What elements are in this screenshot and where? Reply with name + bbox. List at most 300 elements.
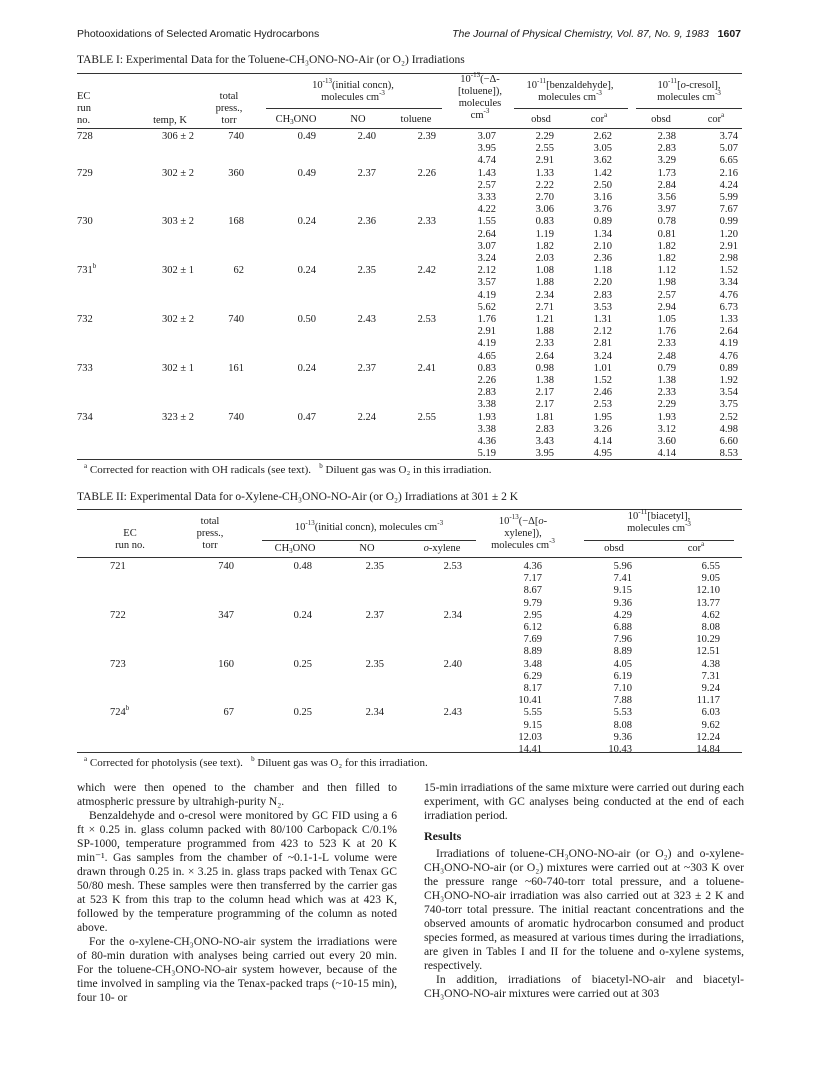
t2-head-no: NO bbox=[359, 543, 375, 554]
table-cell: 0.83 bbox=[535, 216, 554, 228]
table-cell: 2.64 bbox=[535, 350, 554, 362]
t2-head-obsd: obsd bbox=[604, 543, 624, 554]
t2-footnote-a: Corrected for photolysis (see text). bbox=[87, 757, 243, 769]
table-cell: 3.05 bbox=[593, 143, 612, 155]
t1-head-benz: $10^{-11}[benzaldehyde]$, molecules $cm^{-3}$ bbox=[526, 77, 614, 103]
page-number: 1607 bbox=[717, 28, 741, 40]
table-cell: 3.60 bbox=[657, 435, 676, 447]
t1-run-no: 728 bbox=[77, 131, 93, 142]
table-cell: 4.95 bbox=[593, 448, 612, 460]
table-cell: 2.52 bbox=[719, 411, 738, 423]
table-cell: 2.64 bbox=[719, 326, 738, 338]
table1-head-rule bbox=[77, 128, 742, 129]
table-cell: 3.06 bbox=[535, 204, 554, 216]
t2-oxylene: 2.34 bbox=[443, 609, 462, 621]
table-cell: 1.21 bbox=[535, 314, 554, 325]
table-cell: 3.76 bbox=[593, 204, 612, 216]
t1-bz-obsd bbox=[514, 131, 554, 168]
table-cell: 2.64 bbox=[477, 228, 496, 240]
table-cell: 3.56 bbox=[657, 191, 676, 203]
t1-cr-obsd bbox=[636, 363, 676, 412]
t1-head-press: total press., torr bbox=[215, 91, 243, 126]
t2-head-oxylene: o-xylene bbox=[423, 543, 461, 554]
t1-ch3ono: 0.24 bbox=[297, 265, 316, 277]
t2-cor bbox=[674, 610, 720, 659]
table-cell: 3.54 bbox=[719, 387, 738, 399]
table-cell: 8.17 bbox=[523, 682, 542, 694]
t1-sub-rule-1 bbox=[266, 108, 442, 109]
t2-no: 2.35 bbox=[365, 658, 384, 670]
t2-head-ch3ono: $CH_3ONO$ bbox=[274, 543, 316, 555]
table-cell: 3.34 bbox=[719, 277, 738, 289]
table-cell: 3.97 bbox=[657, 204, 676, 216]
table-cell: 4.36 bbox=[477, 435, 496, 447]
table-cell: 2.46 bbox=[593, 387, 612, 399]
table-cell: 12.10 bbox=[696, 585, 720, 597]
t1-sub-rule-3 bbox=[636, 108, 742, 109]
journal-citation bbox=[452, 28, 741, 40]
t1-cr-obsd bbox=[636, 265, 676, 314]
table-cell: 9.36 bbox=[613, 731, 632, 743]
paragraph: which were then opened to the chamber and then filled to atmospheric pressure by ultrahigh-purity N₂. bbox=[77, 781, 397, 808]
t1-temp: 302 ± 1 bbox=[161, 362, 194, 374]
t2-ch3ono: 0.25 bbox=[293, 658, 312, 670]
table-cell: 2.12 bbox=[477, 265, 496, 277]
table-cell: 2.33 bbox=[657, 338, 676, 350]
t1-run-no: 734 bbox=[77, 411, 93, 423]
table-cell: 0.98 bbox=[535, 362, 554, 374]
t1-toluene: 2.33 bbox=[417, 216, 436, 228]
table-cell: 2.55 bbox=[535, 143, 554, 155]
table-cell: 7.67 bbox=[719, 204, 738, 216]
table-cell: 2.20 bbox=[593, 277, 612, 289]
table-cell: 4.05 bbox=[613, 658, 632, 670]
t1-temp: 302 ± 2 bbox=[161, 167, 194, 179]
table-cell: 2.03 bbox=[535, 252, 554, 264]
table-cell: 1.33 bbox=[719, 314, 738, 325]
table1-footnote: $^a$ Corrected for reaction with OH radicals (see text). $^b$ Diluent gas was O₂ in this irradiation. bbox=[84, 462, 492, 476]
table-cell: 1.18 bbox=[593, 265, 612, 277]
table-cell: 1.73 bbox=[657, 167, 676, 179]
paragraph: Irradiations of toluene-CH₃ONO-NO-air (or O₂) and o-xylene-CH₃ONO-NO-air (or O₂) mixtures were carried out at ~303 K over the pressure range ~60-740-torr total pressure, and a toluene-CH₃ONO-NO-air irradiation was also carried out at 323 ± 2 K and 740-torr total pressure. The initial reactant concentrations and the observed amounts of aromatic hydrocarbon consumed and product species formed, as measured at various times during the irradiations, are given in Tables I and II for the toluene and o-xylene systems, respectively. bbox=[424, 847, 744, 972]
table-cell: 2.17 bbox=[535, 399, 554, 411]
table-cell: 9.05 bbox=[701, 573, 720, 585]
table-cell: 12.24 bbox=[696, 731, 720, 743]
table-cell: 5.62 bbox=[477, 301, 496, 313]
table-cell: 3.53 bbox=[593, 301, 612, 313]
table-cell: 0.89 bbox=[719, 362, 738, 374]
table-cell: 4.19 bbox=[477, 289, 496, 301]
table-cell: 3.48 bbox=[523, 658, 542, 670]
table-cell: 1.95 bbox=[593, 411, 612, 423]
table-cell: 3.26 bbox=[593, 423, 612, 435]
table-cell: 6.12 bbox=[523, 621, 542, 633]
t1-temp: 302 ± 2 bbox=[161, 314, 194, 325]
table-cell: 1.31 bbox=[593, 314, 612, 325]
table-cell: 2.36 bbox=[593, 252, 612, 264]
table-cell: 9.24 bbox=[701, 682, 720, 694]
table-cell: 4.76 bbox=[719, 289, 738, 301]
table-cell: 1.88 bbox=[535, 277, 554, 289]
table-cell: 7.17 bbox=[523, 573, 542, 585]
table-cell: 2.94 bbox=[657, 301, 676, 313]
table-cell: 1.20 bbox=[719, 228, 738, 240]
t1-footnote-a: Corrected for reaction with OH radicals (see text). bbox=[87, 464, 311, 476]
table-cell: 2.33 bbox=[535, 338, 554, 350]
table-cell: 2.48 bbox=[657, 350, 676, 362]
t2-run-no: 724$^b$ bbox=[110, 704, 130, 719]
t1-run-no: 729 bbox=[77, 167, 93, 179]
table-cell: 6.19 bbox=[613, 670, 632, 682]
body-left-column bbox=[77, 781, 397, 1005]
table-cell: 2.16 bbox=[719, 167, 738, 179]
t2-dxylene bbox=[494, 610, 542, 659]
table-cell: 1.82 bbox=[657, 252, 676, 264]
t1-head-cr-obsd: obsd bbox=[651, 114, 671, 125]
t1-head-bz-cor: cor$^a$ bbox=[590, 111, 608, 125]
t1-no: 2.35 bbox=[357, 265, 376, 277]
t1-dtoluene bbox=[448, 216, 496, 265]
t1-ch3ono: 0.47 bbox=[297, 411, 316, 423]
t2-head-dxylene: $10^{-13}(-\Delta[o-$ xylene]), molecules $cm^{-3}$ bbox=[491, 513, 555, 551]
table-cell: 8.08 bbox=[613, 719, 632, 731]
t2-obsd bbox=[592, 707, 632, 756]
table-cell: 4.24 bbox=[719, 179, 738, 191]
table-cell: 3.57 bbox=[477, 277, 496, 289]
table-cell: 3.24 bbox=[593, 350, 612, 362]
t1-dtoluene bbox=[448, 265, 496, 314]
table-cell: 10.41 bbox=[518, 695, 542, 707]
table-cell: 10.29 bbox=[696, 634, 720, 646]
table-cell: 1.92 bbox=[719, 374, 738, 386]
t1-ch3ono: 0.24 bbox=[297, 216, 316, 228]
t2-run-no: 721 bbox=[110, 561, 126, 572]
t1-ch3ono: 0.50 bbox=[297, 314, 316, 325]
table-cell: 6.55 bbox=[701, 561, 720, 572]
table-cell: 2.12 bbox=[593, 326, 612, 338]
t1-head-toluene: toluene bbox=[400, 114, 432, 125]
t1-dtoluene bbox=[448, 131, 496, 168]
t1-no: 2.37 bbox=[357, 362, 376, 374]
table-cell: 7.88 bbox=[613, 695, 632, 707]
t1-cr-obsd bbox=[636, 314, 676, 363]
t1-run-no: 730 bbox=[77, 216, 93, 228]
t2-press: 160 bbox=[218, 658, 234, 670]
t1-dtoluene bbox=[448, 363, 496, 412]
table-cell: 7.31 bbox=[701, 670, 720, 682]
table-cell: 2.84 bbox=[657, 179, 676, 191]
table-cell: 2.83 bbox=[535, 423, 554, 435]
table-cell: 6.65 bbox=[719, 155, 738, 167]
t1-head-ch3ono: $CH_3ONO$ bbox=[275, 114, 317, 126]
t2-dxylene bbox=[494, 561, 542, 610]
t1-ch3ono: 0.49 bbox=[297, 167, 316, 179]
t2-ch3ono: 0.24 bbox=[293, 609, 312, 621]
table-cell: 1.82 bbox=[657, 240, 676, 252]
t1-cr-cor bbox=[692, 168, 738, 217]
t2-sub-rule-1 bbox=[262, 540, 476, 541]
table-cell: 2.91 bbox=[477, 326, 496, 338]
t1-no: 2.37 bbox=[357, 167, 376, 179]
t1-run-no: 732 bbox=[77, 314, 93, 325]
t2-obsd bbox=[592, 561, 632, 610]
table-cell: 1.76 bbox=[477, 314, 496, 325]
table-cell: 5.19 bbox=[477, 448, 496, 460]
table-cell: 2.81 bbox=[593, 338, 612, 350]
table-cell: 3.16 bbox=[593, 191, 612, 203]
table-cell: 2.10 bbox=[593, 240, 612, 252]
t1-bz-cor bbox=[570, 314, 612, 363]
t2-ch3ono: 0.48 bbox=[293, 561, 312, 572]
table-cell: 8.89 bbox=[613, 646, 632, 658]
table2-footnote: $^a$ Corrected for photolysis (see text). $^b$ Diluent gas was O₂ for this irradiation. bbox=[84, 755, 428, 769]
table2-title: TABLE II: Experimental Data for o-Xylene-CH₃ONO-NO-Air (or O₂) Irradiations at 301 ± 2 K bbox=[77, 491, 519, 503]
table-cell: 6.03 bbox=[701, 707, 720, 719]
t2-no: 2.34 bbox=[365, 707, 384, 719]
t2-head-cor: cor$^a$ bbox=[687, 540, 705, 554]
t1-head-temp: temp, K bbox=[153, 115, 187, 126]
t1-press: 740 bbox=[228, 131, 244, 142]
t1-run-no: 733 bbox=[77, 362, 93, 374]
t1-cr-obsd bbox=[636, 168, 676, 217]
table-cell: 0.79 bbox=[657, 362, 676, 374]
paragraph: Benzaldehyde and o-cresol were monitored by GC FID using a 6 ft × 0.25 in. glass column packed with 80/100 Carbopack C/0.1% SP-1000, temperature programmed from 423 to 523 K at 20 K min⁻¹. Gas samples from the chamber of ~0.1-1-L volume were drawn through 0.25 in. × 3.25 in. glass traps packed with Tenax GC 50/80 mesh. These samples were then transferred by the carrier gas at 523 K from this trap to the column head which was at 423 K, followed by the temperature programming of the column as noted above. bbox=[77, 809, 397, 934]
t2-press: 347 bbox=[218, 609, 234, 621]
table2-head-rule bbox=[77, 557, 742, 558]
t1-cr-cor bbox=[692, 363, 738, 412]
t1-head-bz-obsd: obsd bbox=[531, 114, 551, 125]
t1-temp: 303 ± 2 bbox=[161, 216, 194, 228]
t2-obsd bbox=[592, 610, 632, 659]
table-cell: 2.83 bbox=[593, 289, 612, 301]
t1-no: 2.36 bbox=[357, 216, 376, 228]
table-cell: 1.34 bbox=[593, 228, 612, 240]
table-cell: 3.95 bbox=[535, 448, 554, 460]
table-cell: 3.75 bbox=[719, 399, 738, 411]
table-cell: 3.07 bbox=[477, 240, 496, 252]
t1-no: 2.43 bbox=[357, 314, 376, 325]
t1-bz-cor bbox=[570, 265, 612, 314]
table-cell: 0.99 bbox=[719, 216, 738, 228]
table-cell: 3.62 bbox=[593, 155, 612, 167]
t1-toluene: 2.26 bbox=[417, 167, 436, 179]
table2-bottom-rule bbox=[77, 752, 742, 753]
t2-oxylene: 2.43 bbox=[443, 707, 462, 719]
footnote-mark: b bbox=[125, 704, 130, 713]
table-cell: 9.15 bbox=[523, 719, 542, 731]
t1-head-no: NO bbox=[350, 114, 366, 125]
t1-cr-cor bbox=[692, 265, 738, 314]
t2-head-biacetyl: $10^{-11}[biacetyl]$, molecules $cm^{-3}$ bbox=[627, 508, 691, 534]
t2-press: 740 bbox=[218, 561, 234, 572]
section-heading: Results bbox=[424, 829, 462, 843]
table-cell: 8.53 bbox=[719, 448, 738, 460]
t1-bz-obsd bbox=[514, 265, 554, 314]
table-cell: 3.07 bbox=[477, 131, 496, 142]
table-cell: 1.52 bbox=[719, 265, 738, 277]
table-cell: 1.12 bbox=[657, 265, 676, 277]
table-cell: 4.36 bbox=[523, 561, 542, 572]
table-cell: 2.22 bbox=[535, 179, 554, 191]
t1-toluene: 2.55 bbox=[417, 411, 436, 423]
paragraph: 15-min irradiations of the same mixture were carried out during each experiment, with GC analyses being conducted at the end of each irradiation period. bbox=[424, 781, 744, 822]
table-cell: 6.88 bbox=[613, 621, 632, 633]
table-cell: 4.62 bbox=[701, 609, 720, 621]
t1-temp: 306 ± 2 bbox=[161, 131, 194, 142]
t1-footnote-b: Diluent gas was O₂ in this irradiation. bbox=[322, 464, 492, 476]
t2-sub-rule-2 bbox=[584, 540, 734, 541]
t2-dxylene bbox=[494, 707, 542, 756]
t2-oxylene: 2.53 bbox=[443, 561, 462, 572]
t1-cr-obsd bbox=[636, 131, 676, 168]
t1-ch3ono: 0.49 bbox=[297, 131, 316, 142]
t1-sub-rule-2 bbox=[514, 108, 628, 109]
table-cell: 4.19 bbox=[719, 338, 738, 350]
t1-no: 2.24 bbox=[357, 411, 376, 423]
table-cell: 1.33 bbox=[535, 167, 554, 179]
t2-no: 2.37 bbox=[365, 609, 384, 621]
table-cell: 7.41 bbox=[613, 573, 632, 585]
table1-title: TABLE I: Experimental Data for the Toluene-CH₃ONO-NO-Air (or O₂) Irradiations bbox=[77, 54, 465, 66]
t2-no: 2.35 bbox=[365, 561, 384, 572]
journal-name: The Journal of Physical Chemistry, Vol. 87, No. 9, 1983 bbox=[452, 28, 709, 40]
table-cell: 2.17 bbox=[535, 387, 554, 399]
table-cell: 1.19 bbox=[535, 228, 554, 240]
table-cell: 7.69 bbox=[523, 634, 542, 646]
t1-bz-obsd bbox=[514, 168, 554, 217]
table-cell: 2.83 bbox=[477, 387, 496, 399]
table-cell: 1.82 bbox=[535, 240, 554, 252]
t2-run-no: 722 bbox=[110, 609, 126, 621]
table-cell: 2.50 bbox=[593, 179, 612, 191]
t1-cr-cor bbox=[692, 216, 738, 265]
table1-bottom-rule bbox=[77, 459, 742, 460]
table-cell: 2.57 bbox=[477, 179, 496, 191]
t1-press: 168 bbox=[228, 216, 244, 228]
t1-bz-cor bbox=[570, 168, 612, 217]
table-cell: 6.60 bbox=[719, 435, 738, 447]
table-cell: 3.38 bbox=[477, 423, 496, 435]
t1-press: 161 bbox=[228, 362, 244, 374]
table-cell: 1.01 bbox=[593, 362, 612, 374]
table-cell: 2.29 bbox=[657, 399, 676, 411]
t2-ch3ono: 0.25 bbox=[293, 707, 312, 719]
table-cell: 3.33 bbox=[477, 191, 496, 203]
t1-head-ec: EC run no. bbox=[77, 91, 91, 126]
t1-cr-cor bbox=[692, 412, 738, 461]
t1-toluene: 2.41 bbox=[417, 362, 436, 374]
table-cell: 3.12 bbox=[657, 423, 676, 435]
t1-dtoluene bbox=[448, 314, 496, 363]
t1-dtoluene bbox=[448, 412, 496, 461]
table-cell: 4.38 bbox=[701, 658, 720, 670]
table-cell: 6.29 bbox=[523, 670, 542, 682]
t1-cr-obsd bbox=[636, 412, 676, 461]
t2-press: 67 bbox=[223, 707, 234, 719]
t2-run-no: 723 bbox=[110, 658, 126, 670]
table-cell: 13.77 bbox=[696, 597, 720, 609]
table-cell: 4.76 bbox=[719, 350, 738, 362]
table-cell: 2.70 bbox=[535, 191, 554, 203]
table-cell: 3.29 bbox=[657, 155, 676, 167]
t1-toluene: 2.39 bbox=[417, 131, 436, 142]
t1-bz-cor bbox=[570, 216, 612, 265]
table-cell: 5.99 bbox=[719, 191, 738, 203]
table-cell: 1.88 bbox=[535, 326, 554, 338]
t1-bz-obsd bbox=[514, 412, 554, 461]
table-cell: 4.98 bbox=[719, 423, 738, 435]
table-cell: 1.38 bbox=[657, 374, 676, 386]
t1-toluene: 2.53 bbox=[417, 314, 436, 325]
table-cell: 1.42 bbox=[593, 167, 612, 179]
table-cell: 7.96 bbox=[613, 634, 632, 646]
t1-head-cresol: $10^{-11}[o-cresol]$, molecules $cm^{-3}$ bbox=[657, 77, 721, 103]
table-cell: 2.91 bbox=[719, 240, 738, 252]
table-cell: 4.22 bbox=[477, 204, 496, 216]
table-cell: 4.14 bbox=[593, 435, 612, 447]
table-cell: 2.71 bbox=[535, 301, 554, 313]
t1-temp: 302 ± 1 bbox=[161, 265, 194, 277]
table-cell: 3.24 bbox=[477, 252, 496, 264]
t1-press: 740 bbox=[228, 411, 244, 423]
table-cell: 9.15 bbox=[613, 585, 632, 597]
table-cell: 0.83 bbox=[477, 362, 496, 374]
t2-head-press: total press., torr bbox=[196, 516, 224, 551]
t1-dtoluene bbox=[448, 168, 496, 217]
t1-bz-cor bbox=[570, 131, 612, 168]
table-cell: 14.84 bbox=[696, 743, 720, 755]
table-cell: 2.62 bbox=[593, 131, 612, 142]
t2-footnote-b: Diluent gas was O₂ for this irradiation. bbox=[254, 757, 428, 769]
table-cell: 12.03 bbox=[518, 731, 542, 743]
table-cell: 1.55 bbox=[477, 216, 496, 228]
table-cell: 2.53 bbox=[593, 399, 612, 411]
paragraph: For the o-xylene-CH₃ONO-NO-air system the irradiations were of 80-min duration with analyses being carried out every 20 min. For the toluene-CH₃ONO-NO-air system however, because of the time involved in sampling via the Tenax-packed traps (~10-15 min), four 10- or bbox=[77, 935, 397, 1004]
table-cell: 5.55 bbox=[523, 707, 542, 719]
t1-bz-obsd bbox=[514, 314, 554, 363]
t1-cr-cor bbox=[692, 131, 738, 168]
table-cell: 2.98 bbox=[719, 252, 738, 264]
t2-dxylene bbox=[494, 659, 542, 708]
table-cell: 7.10 bbox=[613, 682, 632, 694]
table-cell: 1.52 bbox=[593, 374, 612, 386]
t1-toluene: 2.42 bbox=[417, 265, 436, 277]
table-cell: 4.14 bbox=[657, 448, 676, 460]
table-cell: 5.96 bbox=[613, 561, 632, 572]
t1-bz-obsd bbox=[514, 216, 554, 265]
t1-cr-obsd bbox=[636, 216, 676, 265]
t2-obsd bbox=[592, 659, 632, 708]
running-header: Photooxidations of Selected Aromatic Hydrocarbons bbox=[77, 28, 320, 40]
table-cell: 3.95 bbox=[477, 143, 496, 155]
table-cell: 0.78 bbox=[657, 216, 676, 228]
table-cell: 3.38 bbox=[477, 399, 496, 411]
table-cell: 0.81 bbox=[657, 228, 676, 240]
t1-ch3ono: 0.24 bbox=[297, 362, 316, 374]
t2-cor bbox=[674, 707, 720, 756]
body-right-column bbox=[424, 781, 744, 1001]
table-cell: 4.65 bbox=[477, 350, 496, 362]
table-cell: 5.53 bbox=[613, 707, 632, 719]
table-cell: 1.05 bbox=[657, 314, 676, 325]
table-cell: 3.43 bbox=[535, 435, 554, 447]
table-cell: 1.38 bbox=[535, 374, 554, 386]
table-cell: 2.34 bbox=[535, 289, 554, 301]
table-cell: 4.19 bbox=[477, 338, 496, 350]
t1-run-no: 731$^b$ bbox=[77, 262, 97, 277]
table-cell: 2.33 bbox=[657, 387, 676, 399]
table-cell: 11.17 bbox=[696, 695, 720, 707]
